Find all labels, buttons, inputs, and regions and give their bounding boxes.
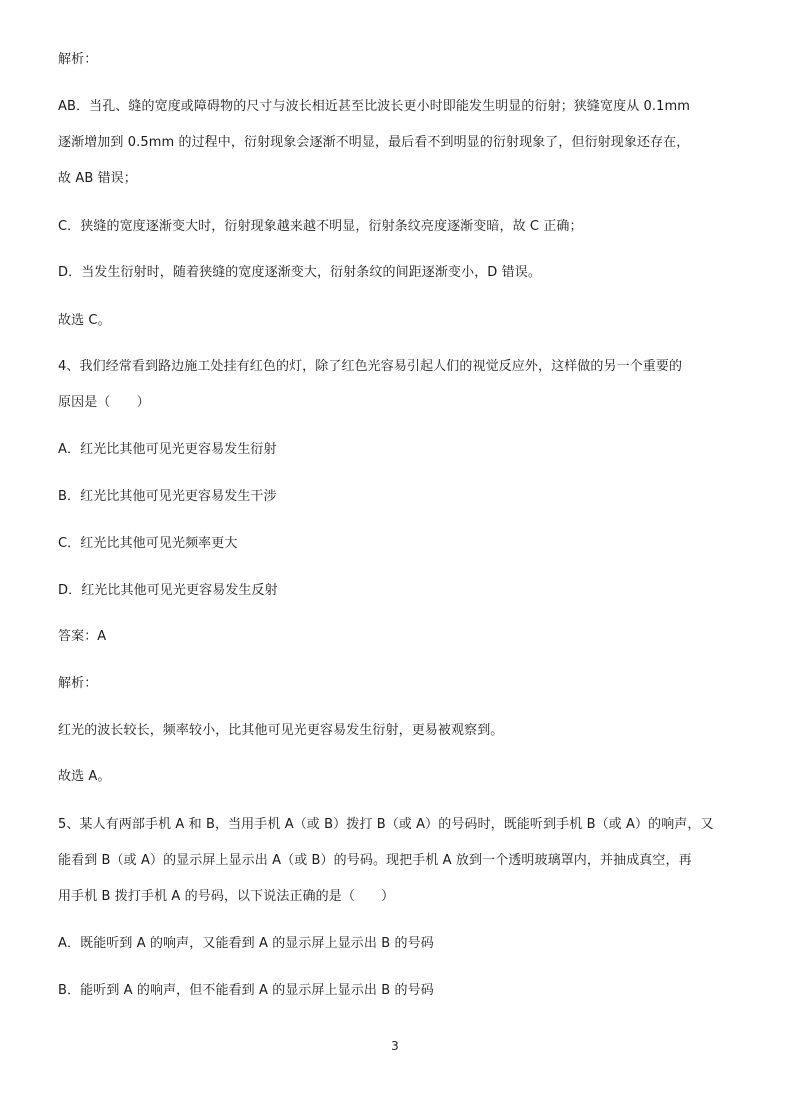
explanation-label-2: 解析： [58,676,98,691]
question-4-answer: 答案：A [58,629,107,644]
question-5-option-a: A．既能听到 A 的响声，又能看到 A 的显示屏上显示出 B 的号码 [58,936,434,951]
question-4-line-1: 4、我们经常看到路边施工处挂有红色的灯，除了红色光容易引起人们的视觉反应外，这样做的另一个重要的 [58,359,683,374]
explanation-c: C．狭缝的宽度逐渐变大时，衍射现象越来越不明显，衍射条纹亮度逐渐变暗，故 C 正确； [58,219,583,234]
answer-choice-3: 故选 C。 [58,313,111,328]
explanation-ab-line-1: AB．当孔、缝的宽度或障碍物的尺寸与波长相近甚至比波长更小时即能发生明显的衍射；狭缝宽度从 0.1mm [58,99,691,114]
question-5-option-b: B．能听到 A 的响声，但不能看到 A 的显示屏上显示出 B 的号码 [58,983,434,998]
explanation-label-1: 解析： [58,52,98,67]
explanation-ab-line-3: 故 AB 错误； [58,171,137,186]
question-4-line-2: 原因是（ ） [58,395,150,410]
question-4-explanation: 红光的波长较长，频率较小，比其他可见光更容易发生衍射，更易被观察到。 [58,723,504,738]
question-4-option-c: C．红光比其他可见光频率更大 [58,536,238,551]
explanation-d: D．当发生衍射时，随着狭缝的宽度逐渐变大，衍射条纹的间距逐渐变小，D 错误。 [58,265,541,280]
question-4-option-d: D．红光比其他可见光更容易发生反射 [58,583,278,598]
question-4-choice: 故选 A。 [58,769,111,784]
question-5-line-2: 能看到 B（或 A）的显示屏上显示出 A（或 B）的号码。现把手机 A 放到一个透明玻璃罩内，并抽成真空，再 [58,853,692,868]
page-number: 3 [391,1039,399,1053]
question-4-option-a: A．红光比其他可见光更容易发生衍射 [58,442,277,457]
explanation-ab-line-2: 逐渐增加到 0.5mm 的过程中，衍射现象会逐渐不明显，最后看不到明显的衍射现象了，但衍射现象还存在， [58,135,690,150]
question-4-option-b: B．红光比其他可见光更容易发生干涉 [58,489,277,504]
question-5-line-1: 5、某人有两部手机 A 和 B，当用手机 A（或 B）拨打 B（或 A）的号码时，既能听到手机 B（或 A）的响声，又 [58,817,714,832]
question-5-line-3: 用手机 B 拨打手机 A 的号码，以下说法正确的是（ ） [58,889,395,904]
